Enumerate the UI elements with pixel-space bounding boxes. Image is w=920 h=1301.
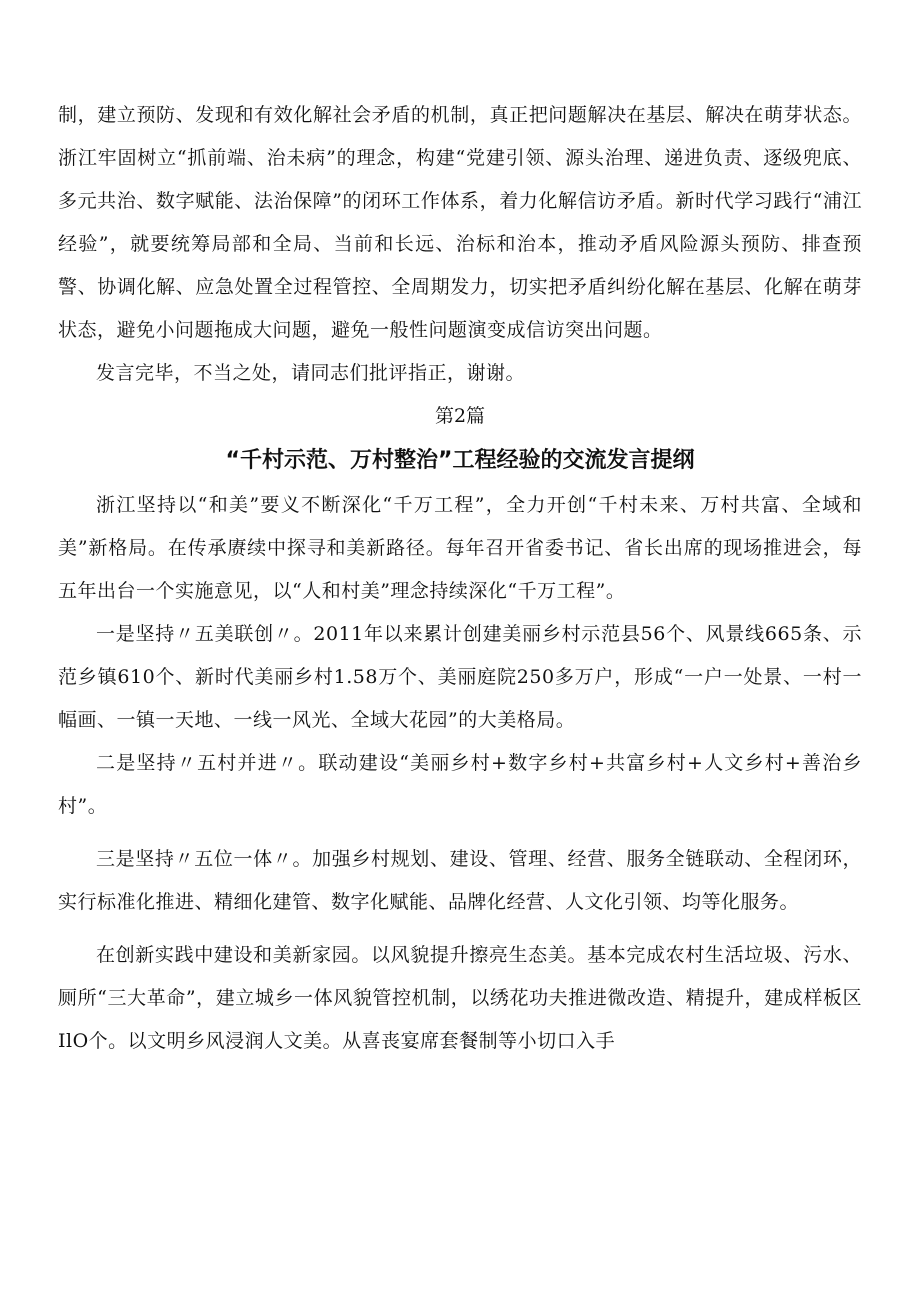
body-paragraph-6: 三是坚持〃五位一体〃。加强乡村规划、建设、管理、经营、服务全链联动、全程闭环，实行标准化推进、精细化建管、数字化赋能、品牌化经营、人文化引领、均等化服务。 (58, 848, 862, 913)
body-paragraph-2: 发言完毕，不当之处，请同志们批评指正，谢谢。 (96, 362, 526, 384)
body-paragraph-5: 二是坚持〃五村并进〃。联动建设“美丽乡村+数字乡村+共富乡村+人文乡村+善治乡村”。 (58, 752, 862, 817)
body-paragraph-4: 一是坚持〃五美联创〃。2011年以来累计创建美丽乡村示范县56个、风景线665条、示范乡镇610个、新时代美丽乡村1.58万个、美丽庭院250多万户，形成“一户一处景、一村一幅画、一镇一天地、一线一风光、全域大花园”的大美格局。 (58, 623, 862, 731)
body-paragraph-1: 制，建立预防、发现和有效化解社会矛盾的机制，真正把问题解决在基层、解决在萌芽状态。浙江牢固树立“抓前端、治未病”的理念，构建“党建引领、源头治理、递进负责、逐级兜底、多元共治、数字赋能、法治保障”的闭环工作体系，着力化解信访矛盾。新时代学习践行“浦江经验”，就要统筹局部和全局、当前和长远、治标和治本，推动矛盾风险源头预防、排查预警、协调化解、应急处置全过程管控、全周期发力，切实把矛盾纠纷化解在基层、化解在萌芽状态，避免小问题拖成大问题，避免一般性问题演变成信访突出问题。 (58, 104, 862, 341)
section-number: 第2篇 (434, 405, 486, 427)
section-title: “千村示范、万村整治”工程经验的交流发言提纲 (225, 448, 695, 473)
body-paragraph-7: 在创新实践中建设和美新家园。以风貌提升擦亮生态美。基本完成农村生活垃圾、污水、厕所“三大革命”，建立城乡一体风貌管控机制，以绣花功夫推进微改造、精提升，建成样板区IlO个。以文明乡风浸润人文美。从喜丧宴席套餐制等小切口入手 (58, 944, 862, 1052)
body-paragraph-3: 浙江坚持以“和美”要义不断深化“千万工程”，全力开创“千村未来、万村共富、全域和美”新格局。在传承赓续中探寻和美新路径。每年召开省委书记、省长出席的现场推进会，每五年出台一个实施意见，以“人和村美”理念持续深化“千万工程”。 (58, 494, 862, 602)
